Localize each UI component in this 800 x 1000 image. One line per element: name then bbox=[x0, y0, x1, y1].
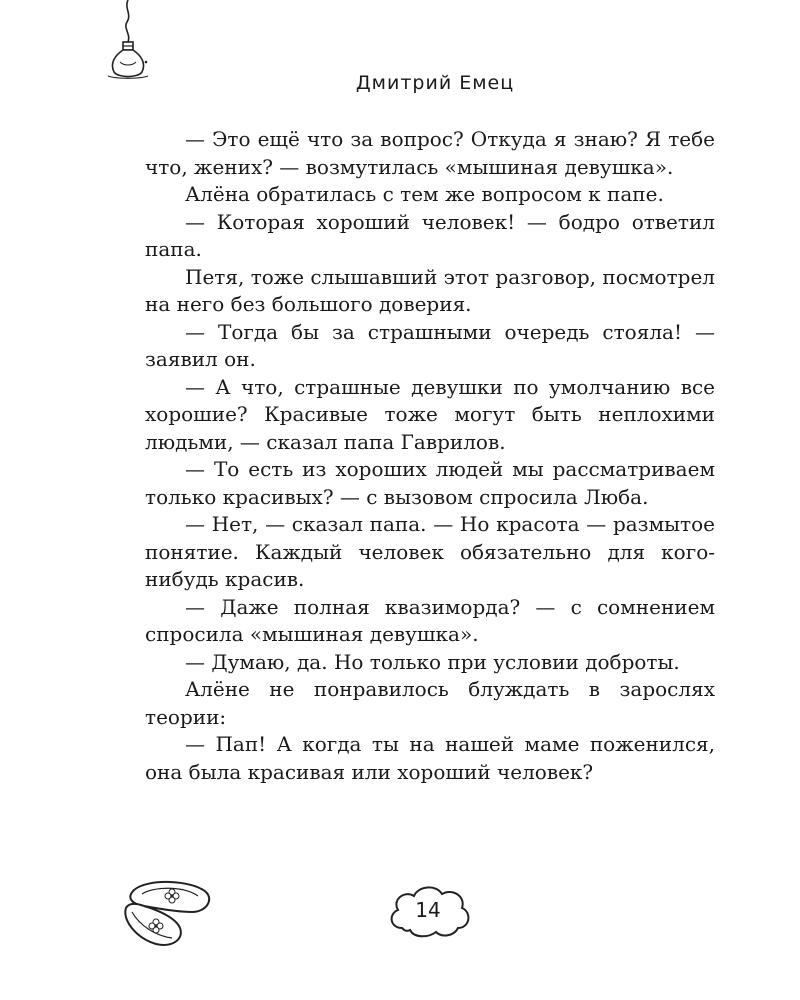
paragraph: — А что, страшные девушки по умолчанию все хорошие? Красивые тоже могут быть неплохими людьми, — сказал папа Гаврилов. bbox=[145, 374, 715, 454]
paragraph: — Которая хороший человек! — бодро ответил папа. bbox=[145, 209, 715, 261]
paragraph: — То есть из хороших людей мы рассматриваем только красивых? — с вызовом спросила Люба. bbox=[145, 457, 715, 509]
running-head-author: Дмитрий Емец bbox=[355, 72, 515, 94]
body-text bbox=[145, 126, 715, 786]
page-number: 14 bbox=[415, 898, 441, 922]
paragraph: Петя, тоже слышавший этот разговор, посмотрел на него без большого доверия. bbox=[145, 264, 715, 316]
paragraph: — Тогда бы за страшными очередь стояла! — заявил он. bbox=[145, 319, 715, 371]
paragraph: Алёне не понравилось блуждать в зарослях теории: bbox=[145, 677, 715, 729]
paragraph: — Это ещё что за вопрос? Откуда я знаю? Я тебе что, жених? — возмутилась «мышиная девушка». bbox=[145, 127, 715, 179]
slippers-icon bbox=[122, 880, 214, 948]
paragraph: — Пап! А когда ты на нашей маме поженился, она была красивая или хороший человек? bbox=[145, 732, 715, 784]
paragraph: — Нет, — сказал папа. — Но красота — размытое понятие. Каждый человек обязательно для кого-нибудь красив. bbox=[145, 512, 715, 591]
paragraph: — Даже полная квазиморда? — с сомнением спросила «мышиная девушка». bbox=[145, 594, 715, 646]
paragraph: Алёна обратилась с тем же вопросом к папе. bbox=[185, 182, 664, 206]
paragraph: — Думаю, да. Но только при условии доброты. bbox=[185, 649, 680, 674]
